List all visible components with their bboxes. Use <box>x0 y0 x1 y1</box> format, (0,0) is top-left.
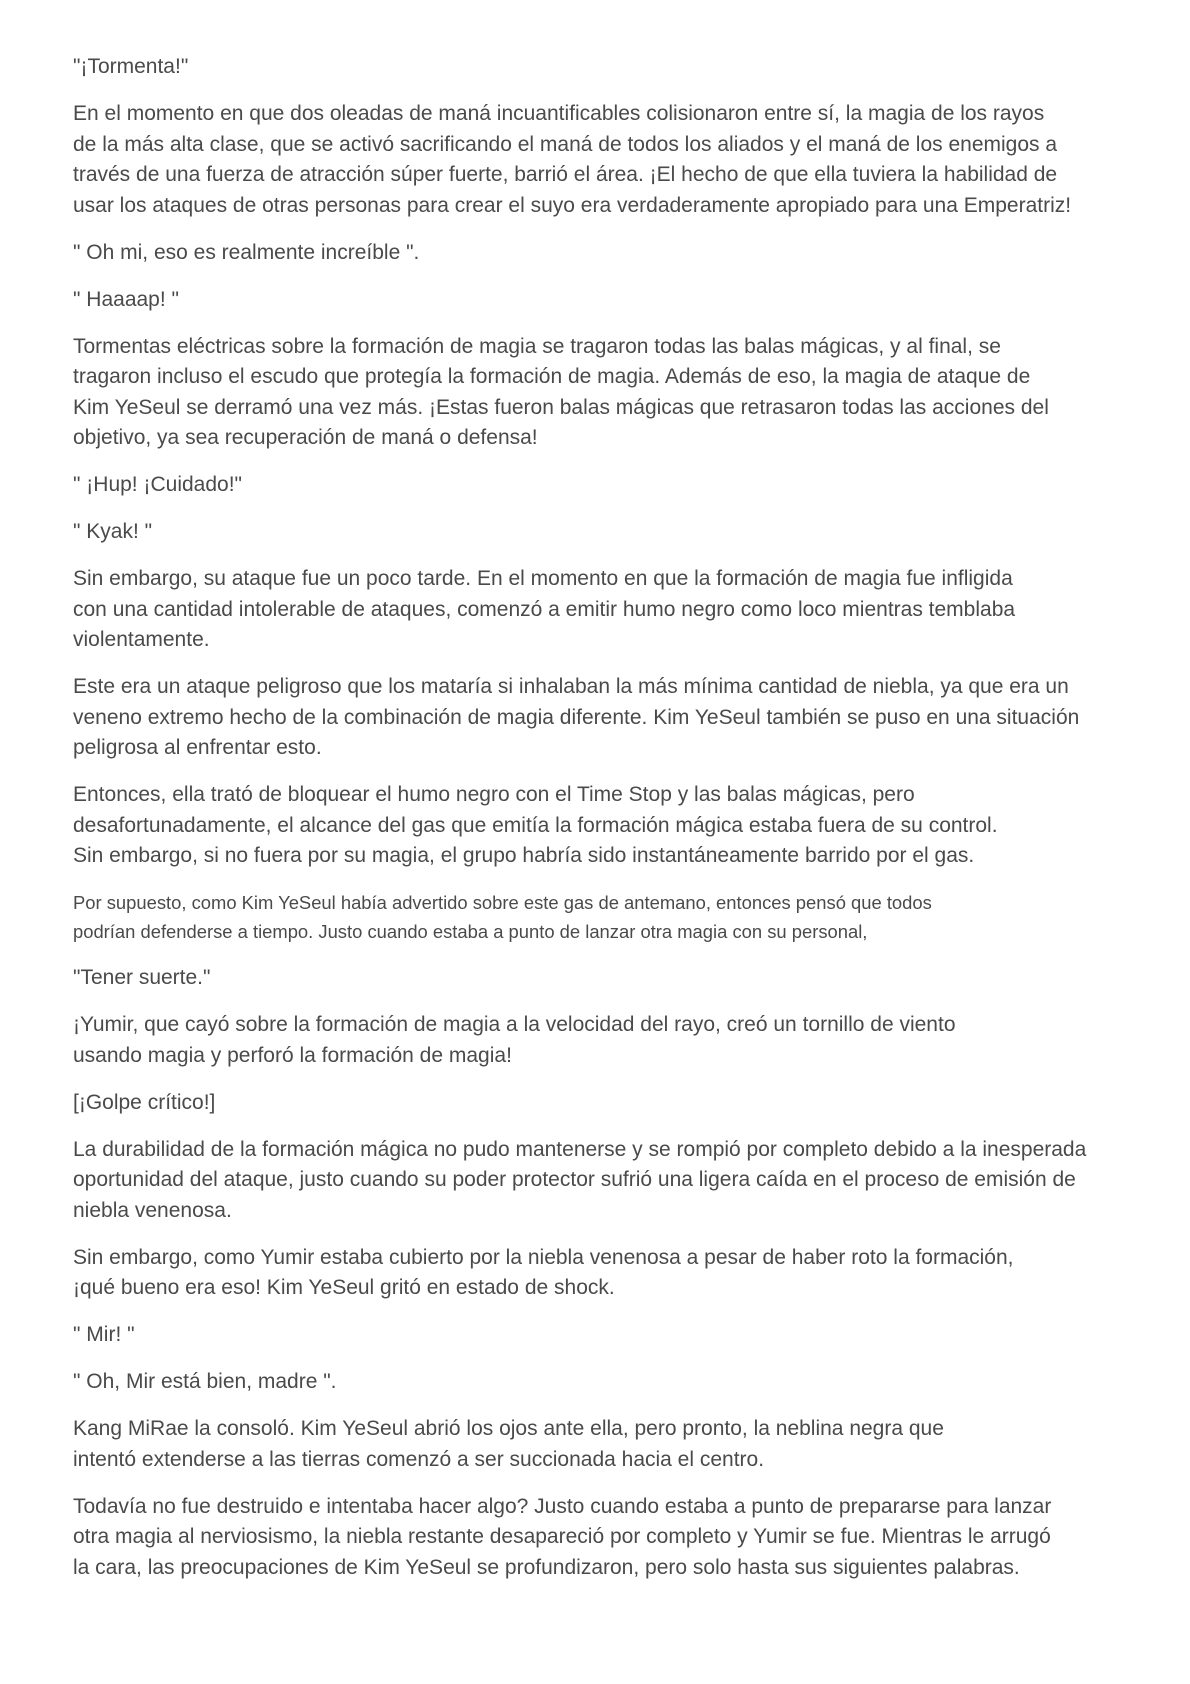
text-line: veneno extremo hecho de la combinación de magia diferente. Kim YeSeul también se puso en una situación <box>73 705 1080 729</box>
paragraph <box>73 99 1133 221</box>
text-line: Kang MiRae la consoló. Kim YeSeul abrió los ojos ante ella, pero pronto, la neblina negra que <box>73 1417 944 1440</box>
text-line: La durabilidad de la formación mágica no pudo mantenerse y se rompió por completo debido a la inesperada <box>73 1137 1087 1161</box>
paragraph <box>73 285 1133 316</box>
text-line: otra magia al nerviosismo, la niebla restante desapareció por completo y Yumir se fue. Mientras le arrugó <box>73 1525 1051 1548</box>
paragraph <box>73 1135 1133 1227</box>
text-line: Sin embargo, si no fuera por su magia, el grupo habría sido instantáneamente barrido por el gas. <box>73 844 975 867</box>
paragraph <box>73 238 1133 269</box>
text-line: " Mir! " <box>73 1323 135 1346</box>
text-line: niebla venenosa. <box>73 1198 232 1222</box>
text-line: usando magia y perforó la formación de magia! <box>73 1043 512 1067</box>
text-line: Todavía no fue destruido e intentaba hacer algo? Justo cuando estaba a punto de prepararse para lanzar <box>73 1494 1052 1518</box>
text-line: " ¡Hup! ¡Cuidado!" <box>73 473 242 496</box>
paragraph <box>73 1088 1133 1119</box>
paragraph <box>73 517 1133 548</box>
text-line: ¡qué bueno era eso! Kim YeSeul gritó en estado de shock. <box>73 1276 615 1299</box>
text-line: " Oh, Mir está bien, madre ". <box>73 1370 337 1393</box>
text-line: " Haaaap! " <box>73 287 179 311</box>
paragraph <box>73 1010 1133 1071</box>
paragraph <box>73 888 1133 946</box>
text-line: la cara, las preocupaciones de Kim YeSeul se profundizaron, pero solo hasta sus siguientes palabras. <box>73 1555 1020 1579</box>
text-line: desafortunadamente, el alcance del gas que emitía la formación mágica estaba fuera de su control. <box>73 813 998 837</box>
text-line: con una cantidad intolerable de ataques, comenzó a emitir humo negro como loco mientras temblaba <box>73 597 1016 621</box>
paragraph <box>73 470 1133 501</box>
text-line: Kim YeSeul se derramó una vez más. ¡Estas fueron balas mágicas que retrasaron todas las acciones del <box>73 395 1049 419</box>
text-line: usar los ataques de otras personas para crear el suyo era verdaderamente apropiado para una Emperatriz! <box>73 193 1072 217</box>
text-line: "Tener suerte." <box>73 966 211 989</box>
text-line: ¡Yumir, que cayó sobre la formación de magia a la velocidad del rayo, creó un tornillo de viento <box>73 1013 956 1036</box>
paragraph <box>73 1414 1133 1475</box>
text-line: peligrosa al enfrentar esto. <box>73 736 322 759</box>
text-line: En el momento en que dos oleadas de maná incuantificables colisionaron entre sí, la magia de los rayos <box>73 102 1045 125</box>
paragraph <box>73 672 1133 764</box>
paragraph <box>73 564 1133 656</box>
paragraph <box>73 1320 1133 1351</box>
paragraph <box>73 963 1133 994</box>
text-line: objetivo, ya sea recuperación de maná o defensa! <box>73 426 538 449</box>
paragraph <box>73 332 1133 454</box>
text-line: "¡Tormenta!" <box>73 55 189 78</box>
paragraph <box>73 1492 1133 1584</box>
text-line: Por supuesto, como Kim YeSeul había advertido sobre este gas de antemano, entonces pensó que todos <box>73 892 932 913</box>
paragraph <box>73 780 1133 872</box>
text-line: " Kyak! " <box>73 520 153 543</box>
document-page <box>73 52 1133 1600</box>
text-line: Este era un ataque peligroso que los mataría si inhalaban la más mínima cantidad de niebla, ya que era un <box>73 675 1069 698</box>
text-line: Sin embargo, su ataque fue un poco tarde. En el momento en que la formación de magia fue infligida <box>73 567 1013 590</box>
text-line: Entonces, ella trató de bloquear el humo negro con el Time Stop y las balas mágicas, pero <box>73 783 915 806</box>
text-line: Tormentas eléctricas sobre la formación de magia se tragaron todas las balas mágicas, y al final, se <box>73 334 1001 358</box>
text-line: de la más alta clase, que se activó sacrificando el maná de todos los aliados y el maná de los enemigos a <box>73 132 1058 156</box>
text-line: través de una fuerza de atracción súper fuerte, barrió el área. ¡El hecho de que ella tuviera la habilidad de <box>73 163 1058 186</box>
text-line: oportunidad del ataque, justo cuando su poder protector sufrió una ligera caída en el proceso de emisión de <box>73 1168 1076 1191</box>
paragraph <box>73 52 1133 83</box>
text-line: " Oh mi, eso es realmente increíble ". <box>73 240 420 264</box>
text-line: podrían defenderse a tiempo. Justo cuando estaba a punto de lanzar otra magia con su personal, <box>73 921 868 942</box>
text-line: Sin embargo, como Yumir estaba cubierto por la niebla venenosa a pesar de haber roto la formación, <box>73 1245 1014 1269</box>
paragraph <box>73 1367 1133 1398</box>
text-line: tragaron incluso el escudo que protegía la formación de magia. Además de eso, la magia de ataque de <box>73 365 1031 388</box>
paragraph <box>73 1243 1133 1304</box>
text-line: [¡Golpe crítico!] <box>73 1090 216 1114</box>
text-line: violentamente. <box>73 628 210 651</box>
text-line: intentó extenderse a las tierras comenzó a ser succionada hacia el centro. <box>73 1447 765 1471</box>
